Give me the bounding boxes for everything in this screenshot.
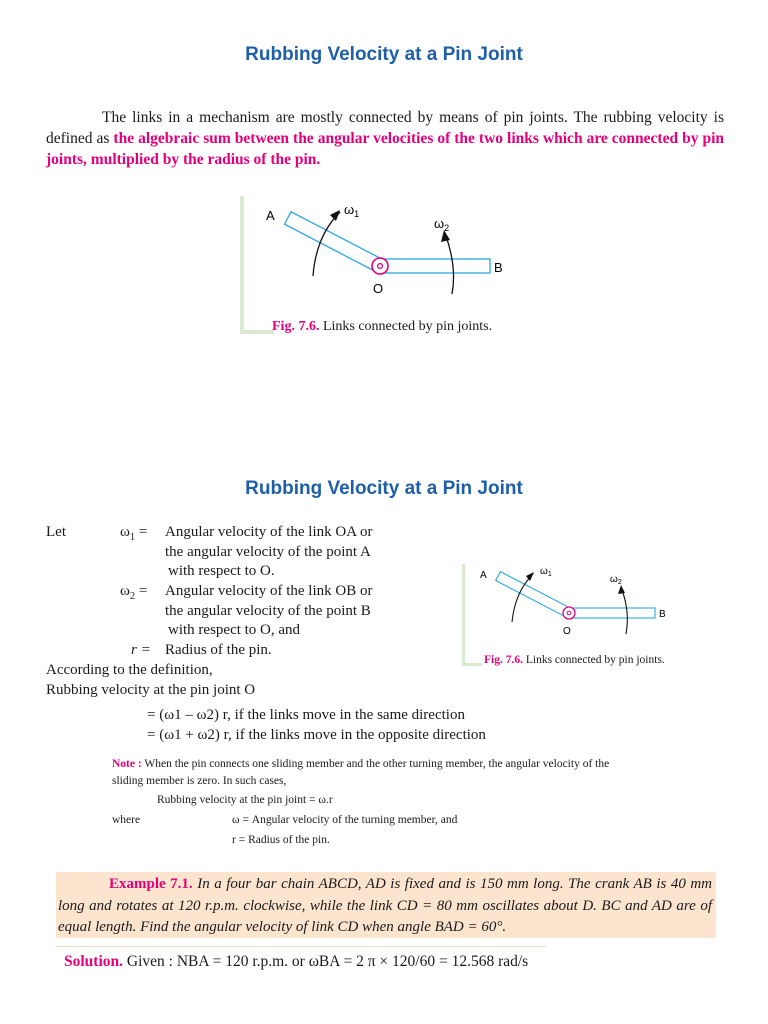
omega2-symbol: $\omega_2$ = [120,583,148,602]
intro-plain-text: The links in a mechanism are mostly connected by means of pin joints. The rubbing velocity is defined as [46,109,724,147]
example-label: Example 7.1. [109,876,193,892]
note-where-omega: ω = Angular velocity of the turning member, and [232,814,458,826]
section1-title: Rubbing Velocity at a Pin Joint [245,44,523,65]
rubbing-velocity-line: Rubbing velocity at the pin joint O [46,682,256,698]
definition-line: According to the definition, [46,662,213,678]
label-o: O [373,281,384,296]
note-paragraph [112,756,672,790]
omega1-def-line3: with respect to O. [168,563,275,579]
note-text-line1: When the pin connects one sliding member and the other turning member, the angular velocity of the [144,758,610,770]
intro-emphasis-text: the algebraic sum between the angular velocities of the two links which are connected by pin joints, multiplied by the radius of the pin. [46,130,725,168]
svg-text:ω2: $\omega_2$ [434,216,450,233]
small-pin-joint [563,607,575,619]
omega1-def-line2: the angular velocity of the point A [165,543,371,560]
link-ob [380,259,490,273]
label-a: A [266,208,275,223]
note-where: where [112,814,141,826]
omega2-def-line3: with respect to O, and [168,622,301,638]
svg-text:ω1: $\omega_1$ [344,202,360,219]
omega1-def-line1: Angular velocity of the link OA or [165,524,373,540]
small-label-o: O [563,626,571,637]
small-link-ob [569,608,655,618]
omega1-arrow [313,212,340,276]
section1-paragraph [46,107,724,170]
r-symbol: r = [131,642,151,658]
figure1-caption-label: Fig. 7.6. [272,319,320,334]
omega2-def-line2: the angular velocity of the point B [165,602,371,619]
let-label: Let [46,524,66,540]
example-text: In a four bar chain ABCD, AD is fixed and is 150 mm long. The crank AB is 40 mm long and rotates at 120 r.p.m. clockwise, while the link CD = 80 mm oscillates about D. BC and AD are of equal length. Find the angular velocity of link CD when angle BAD = 60°. [58,876,713,935]
solution-text: Given : NBA = 120 r.p.m. or ωBA = 2 π × 120/60 = 12.568 rad/s [126,953,529,970]
omega1-symbol: $\omega_1$ = [120,524,148,543]
pin-joint [372,258,388,274]
figure1-caption-text: Links connected by pin joints. [322,319,493,334]
note-text-line2: sliding member is zero. In such cases, [112,775,287,787]
note-formula: Rubbing velocity at the pin joint = ω.r [157,794,333,806]
note-where-r: r = Radius of the pin. [232,834,330,846]
svg-text:ω1: $\omega_1$ [540,566,552,578]
solution-label: Solution. [64,953,124,970]
solution-divider [56,946,546,947]
omega1-definition [165,523,372,582]
small-label-b: B [659,609,666,620]
small-link-oa [496,572,572,618]
omega2-definition [165,582,372,641]
label-b: B [494,260,503,275]
figure1-caption [272,319,492,335]
note-label: Note : [112,758,142,770]
omega2-def-line1: Angular velocity of the link OB or [165,583,373,599]
solution-line [64,953,528,971]
section2-title: Rubbing Velocity at a Pin Joint [245,478,523,499]
figure-7-6-diagram [236,190,556,340]
equation-same-direction: = (ω1 – ω2) r, if the links move in the same direction [147,707,465,723]
example-paragraph [58,874,712,939]
figure2-caption [484,654,665,666]
figure2-caption-label: Fig. 7.6. [484,654,523,666]
figure2-caption-text: Links connected by pin joints. [525,654,665,666]
equation-opposite-direction: = (ω1 + ω2) r, if the links move in the opposite direction [147,727,486,743]
link-oa [285,212,384,272]
small-label-a: A [480,570,487,581]
svg-text:ω2: $\omega_2$ [610,574,622,586]
r-definition: Radius of the pin. [165,642,272,658]
